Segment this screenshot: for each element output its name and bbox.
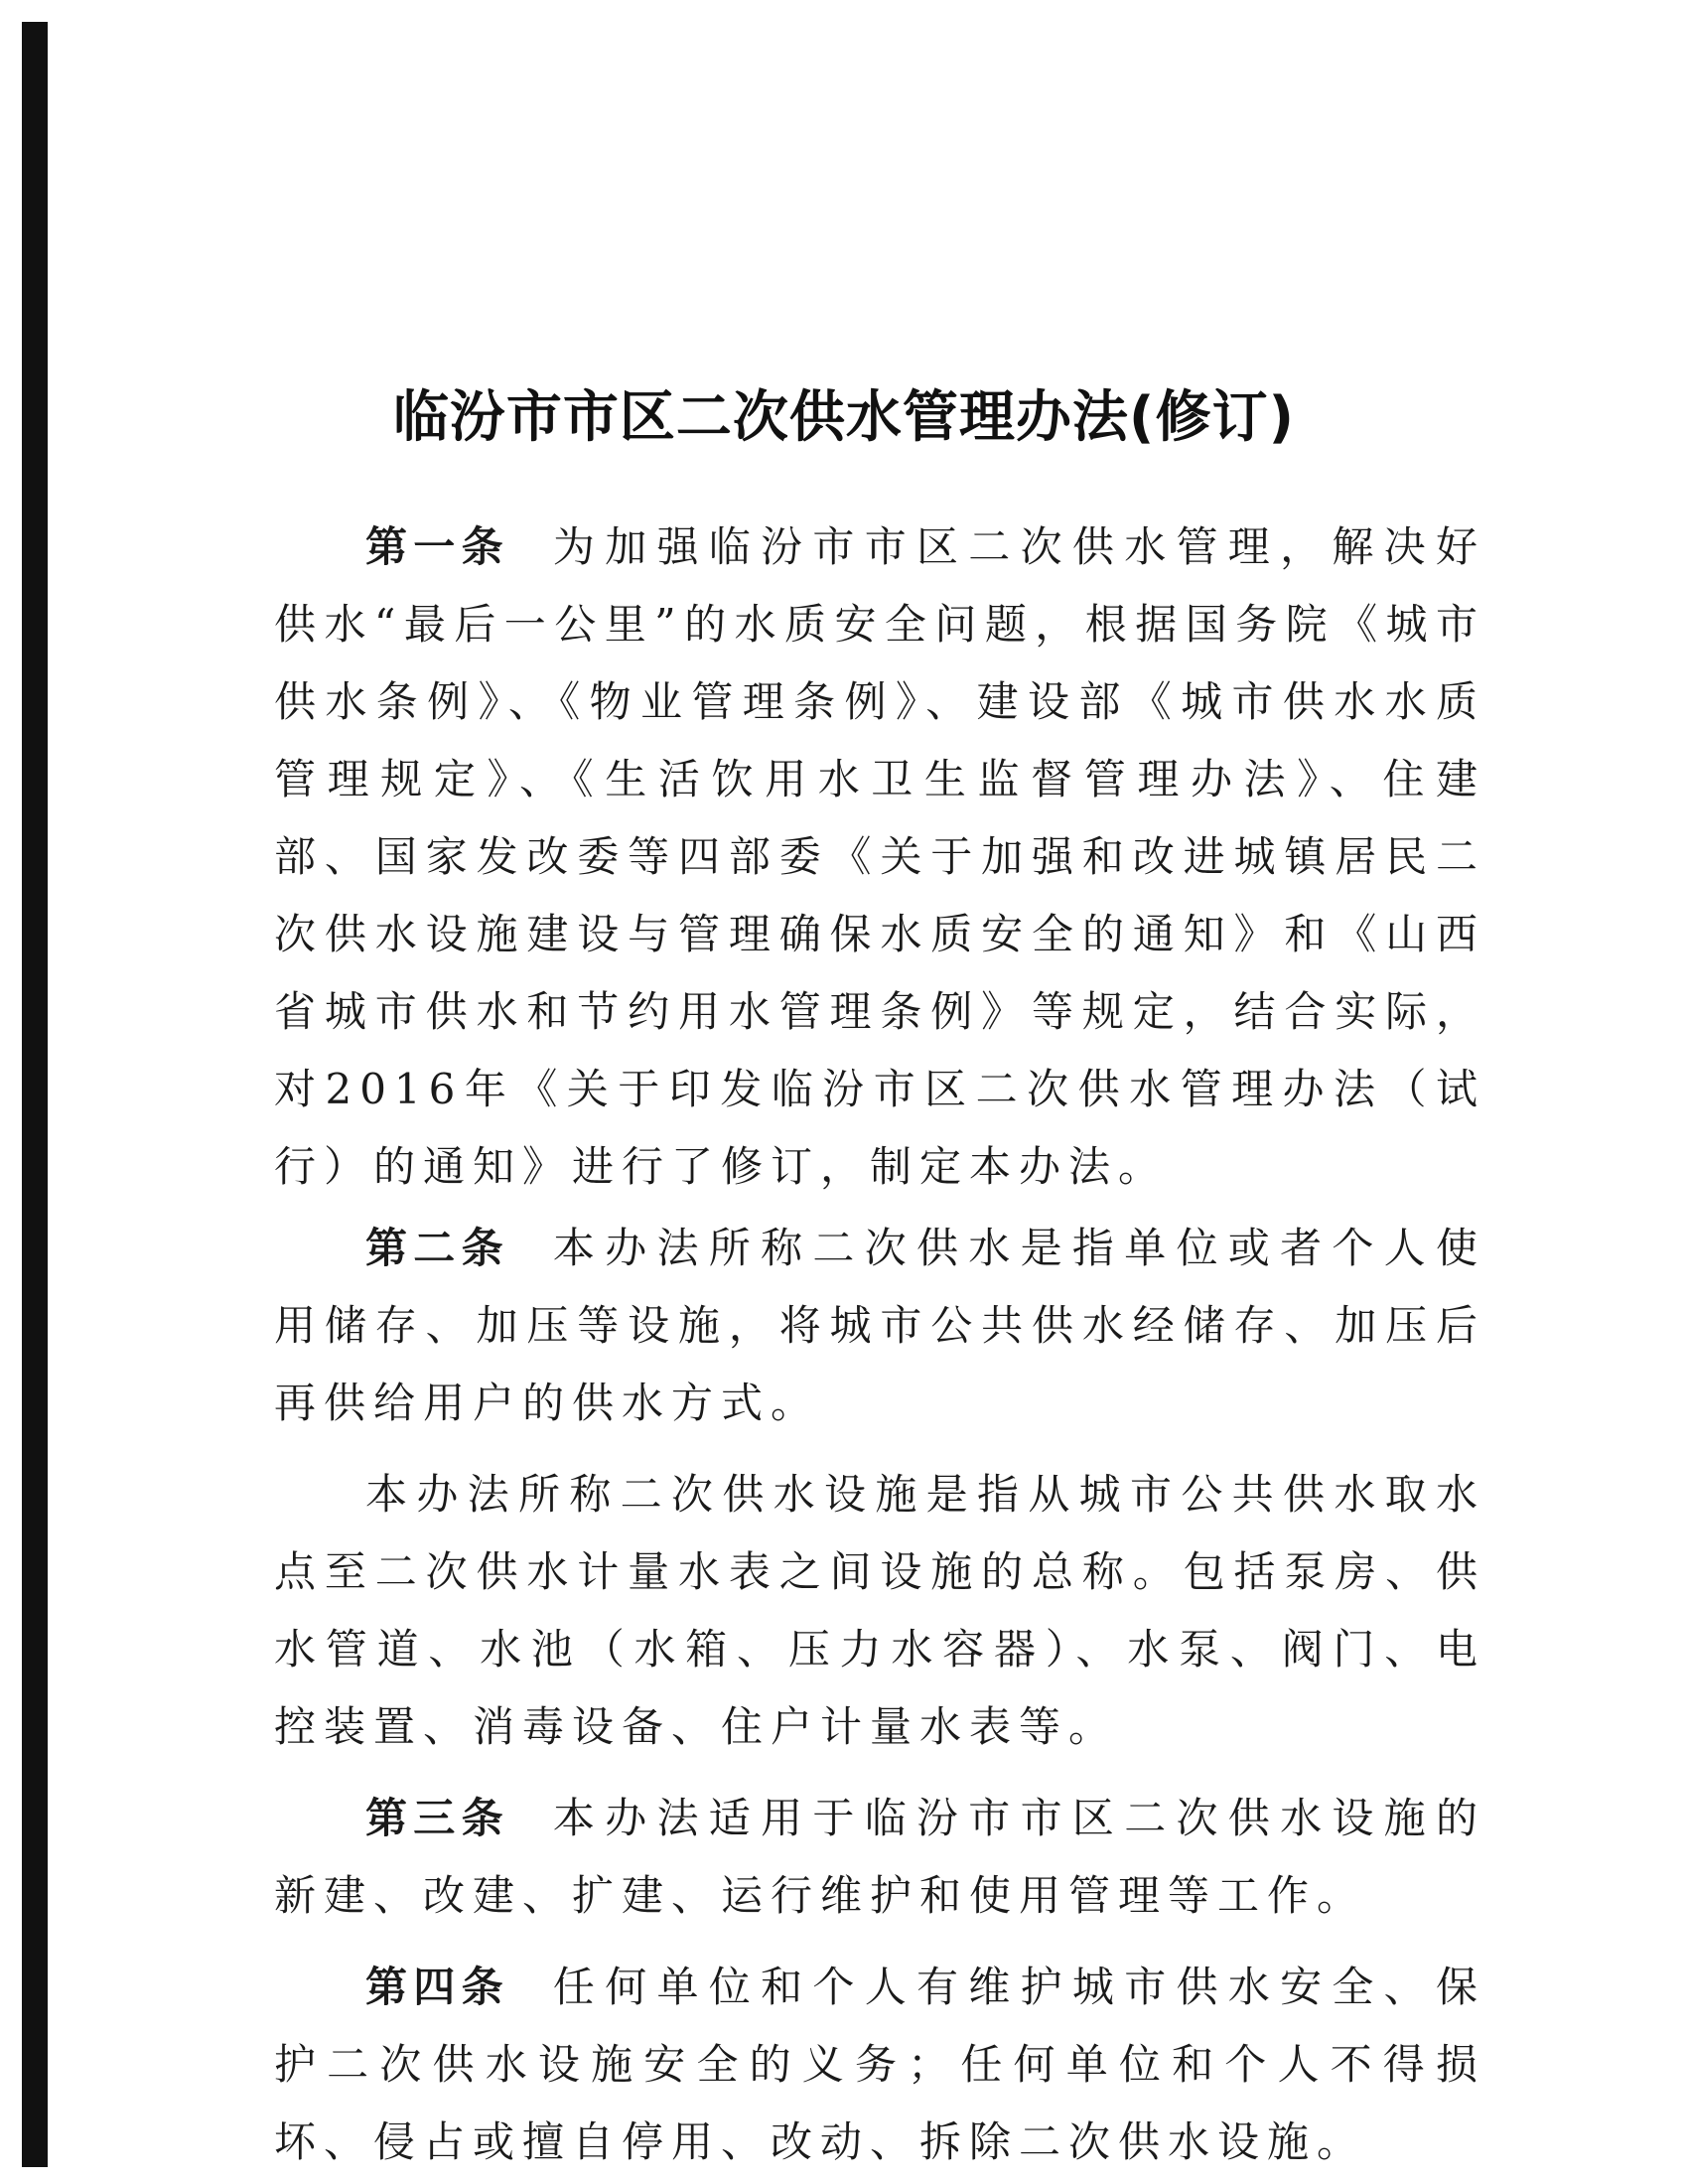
document-title: 临汾市市区二次供水管理办法(修订) xyxy=(392,384,1296,450)
article-2-label: 第二条 xyxy=(365,1224,509,1272)
article-3-label: 第三条 xyxy=(365,1794,509,1842)
article-4-text: 任何单位和个人有维护城市供水安全、保护二次供水设施安全的义务；任何单位和个人不得损坏、侵占或擅自停用、改动、拆除二次供水设施。 xyxy=(274,1963,1485,2166)
article-3-text: 本办法适用于临汾市市区二次供水设施的新建、改建、扩建、运行维护和使用管理等工作。 xyxy=(274,1794,1485,1920)
article-1-label: 第一条 xyxy=(365,522,509,571)
article-4-label: 第四条 xyxy=(365,1963,509,2011)
scan-binding-edge xyxy=(22,22,48,2167)
article-2-paragraph-2 xyxy=(274,1456,1485,1766)
article-2 xyxy=(274,1210,1485,1442)
article-2-text: 本办法所称二次供水是指单位或者个人使用储存、加压等设施，将城市公共供水经储存、加压后再供给用户的供水方式。 xyxy=(274,1224,1485,1427)
article-4 xyxy=(274,1949,1485,2181)
article-1 xyxy=(274,509,1485,1206)
article-2-paragraph-2-text: 本办法所称二次供水设施是指从城市公共供水取水点至二次供水计量水表之间设施的总称。包括泵房、供水管道、水池（水箱、压力水容器）、水泵、阀门、电控装置、消毒设备、住户计量水表等。 xyxy=(274,1470,1485,1751)
article-3 xyxy=(274,1780,1485,1935)
article-1-text: 为加强临汾市市区二次供水管理，解决好供水“最后一公里”的水质安全问题，根据国务院《城市供水条例》、《物业管理条例》、建设部《城市供水水质管理规定》、《生活饮用水卫生监督管理办法》、住建部、国家发改委等四部委《关于加强和改进城镇居民二次供水设施建设与管理确保水质安全的通知》和《山西省城市供水和节约用水管理条例》等规定，结合实际，对2016年《关于印发临汾市区二次供水管理办法（试行）的通知》进行了修订，制定本办法。 xyxy=(274,522,1485,1191)
document-body xyxy=(274,509,1485,2181)
